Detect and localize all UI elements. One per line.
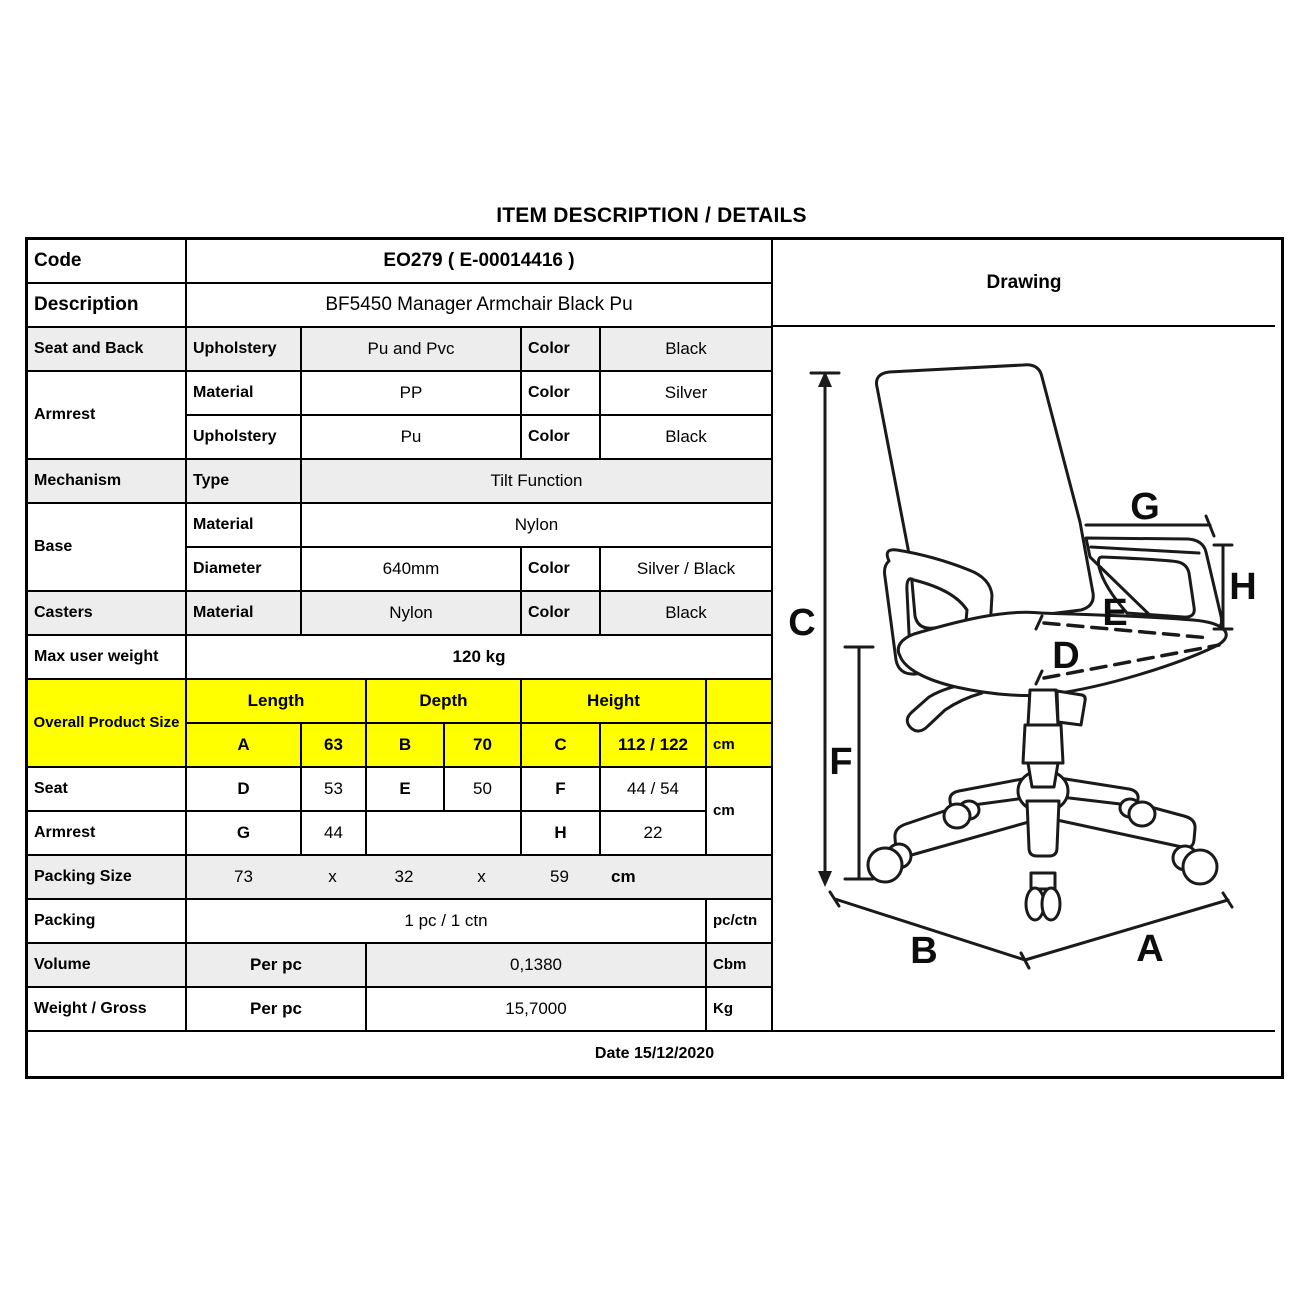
drawing-area [773, 327, 1275, 1032]
casters-label: Casters [28, 592, 187, 636]
dim-label-c: C [788, 602, 816, 644]
dim-a-value: 63 [302, 724, 367, 768]
max-weight-value: 120 kg [187, 636, 773, 680]
dim-label-h: H [1229, 566, 1257, 608]
max-weight-label: Max user weight [28, 636, 187, 680]
table-body [28, 240, 1281, 1032]
length-header: Length [187, 680, 367, 724]
base-leg-front [1027, 801, 1059, 856]
casters-value: Nylon [302, 592, 522, 636]
weight-per-pc: Per pc [187, 988, 367, 1032]
base-diameter-color-value: Silver / Black [601, 548, 773, 592]
dim-label-a: A [1136, 928, 1164, 970]
chair-mech-box [1057, 691, 1085, 725]
caster-back-left [944, 804, 970, 828]
base-material-attr: Material [187, 504, 302, 548]
date-row [28, 1032, 1281, 1076]
mechanism-attr: Type [187, 460, 302, 504]
dim-h-key: H [522, 812, 601, 856]
packing-size-label: Packing Size [28, 856, 187, 900]
dim-label-g: G [1130, 486, 1160, 528]
height-header: Height [522, 680, 707, 724]
volume-unit: Cbm [707, 944, 773, 988]
dim-g-value: 44 [302, 812, 367, 856]
armrest-label: Armrest [28, 372, 187, 460]
dim-label-f: F [829, 741, 853, 783]
seat-back-color-value: Black [601, 328, 773, 372]
packing-label: Packing [28, 900, 187, 944]
seat-back-color-label: Color [522, 328, 601, 372]
base-diameter-color-label: Color [522, 548, 601, 592]
dim-b-key: B [367, 724, 445, 768]
drawing-panel [773, 240, 1275, 1032]
packing-size-v1: 73 [234, 867, 253, 887]
base-material-value: Nylon [302, 504, 773, 548]
dim-e-value: 50 [445, 768, 522, 812]
packing-value: 1 pc / 1 ctn [187, 900, 707, 944]
drawing-header: Drawing [773, 240, 1275, 327]
dim-b-value: 70 [445, 724, 522, 768]
dim-g-key: G [187, 812, 302, 856]
dim-c-value: 112 / 122 [601, 724, 707, 768]
weight-unit: Kg [707, 988, 773, 1032]
dim-label-d: D [1052, 635, 1080, 677]
description-value: BF5450 Manager Armchair Black Pu [187, 284, 773, 328]
code-value: EO279 ( E-00014416 ) [187, 240, 773, 284]
packing-size-unit: cm [611, 867, 636, 887]
chair-dimension-drawing [773, 327, 1275, 1030]
dim-arrow-c-bottom [818, 871, 832, 887]
dim-d-value: 53 [302, 768, 367, 812]
volume-per-pc: Per pc [187, 944, 367, 988]
page-title: ITEM DESCRIPTION / DETAILS [496, 204, 807, 227]
dim-a-key: A [187, 724, 302, 768]
mechanism-label: Mechanism [28, 460, 187, 504]
depth-header: Depth [367, 680, 522, 724]
packing-size-values [187, 856, 773, 900]
packing-unit: pc/ctn [707, 900, 773, 944]
base-diameter-value: 640mm [302, 548, 522, 592]
dim-label-b: B [910, 930, 938, 972]
casters-color-value: Black [601, 592, 773, 636]
weight-value: 15,7000 [367, 988, 707, 1032]
spec-table [25, 237, 1284, 1079]
size-header-spacer [707, 680, 773, 724]
armrest-material-color-value: Silver [601, 372, 773, 416]
armrest-upholstery-value: Pu [302, 416, 522, 460]
armrest-material-value: PP [302, 372, 522, 416]
dim-e-key: E [367, 768, 445, 812]
base-label: Base [28, 504, 187, 592]
caster-front-b [1042, 888, 1060, 920]
dim-f-key: F [522, 768, 601, 812]
packing-size-sep1: x [328, 867, 337, 887]
volume-label: Volume [28, 944, 187, 988]
caster-left [868, 848, 902, 882]
casters-color-label: Color [522, 592, 601, 636]
seat-armrest-unit: cm [707, 768, 773, 856]
packing-size-v3: 59 [550, 867, 569, 887]
seat-row-label: Seat [28, 768, 187, 812]
dim-d-key: D [187, 768, 302, 812]
overall-size-label: Overall Product Size [28, 680, 187, 768]
armrest-row-label: Armrest [28, 812, 187, 856]
dim-f-value: 44 / 54 [601, 768, 707, 812]
weight-label: Weight / Gross [28, 988, 187, 1032]
armrest-upholstery-color-value: Black [601, 416, 773, 460]
armrest-row-spacer [367, 812, 522, 856]
casters-attr: Material [187, 592, 302, 636]
dim-c-key: C [522, 724, 601, 768]
caster-right [1183, 850, 1217, 884]
code-label: Code [28, 240, 187, 284]
armrest-upholstery-color-label: Color [522, 416, 601, 460]
packing-size-v2: 32 [394, 867, 414, 887]
volume-value: 0,1380 [367, 944, 707, 988]
dim-h-value: 22 [601, 812, 707, 856]
armrest-upholstery-attr: Upholstery [187, 416, 302, 460]
seat-back-value: Pu and Pvc [302, 328, 522, 372]
armrest-material-attr: Material [187, 372, 302, 416]
caster-back-right [1129, 802, 1155, 826]
seat-back-attr: Upholstery [187, 328, 302, 372]
overall-unit: cm [707, 724, 773, 768]
packing-size-sep2: x [477, 867, 486, 887]
seat-back-label: Seat and Back [28, 328, 187, 372]
base-diameter-attr: Diameter [187, 548, 302, 592]
mechanism-value: Tilt Function [302, 460, 773, 504]
armrest-material-color-label: Color [522, 372, 601, 416]
dim-label-e: E [1102, 592, 1128, 634]
date-text: Date 15/12/2020 [594, 1045, 715, 1062]
spec-grid [28, 240, 773, 1032]
description-label: Description [28, 284, 187, 328]
